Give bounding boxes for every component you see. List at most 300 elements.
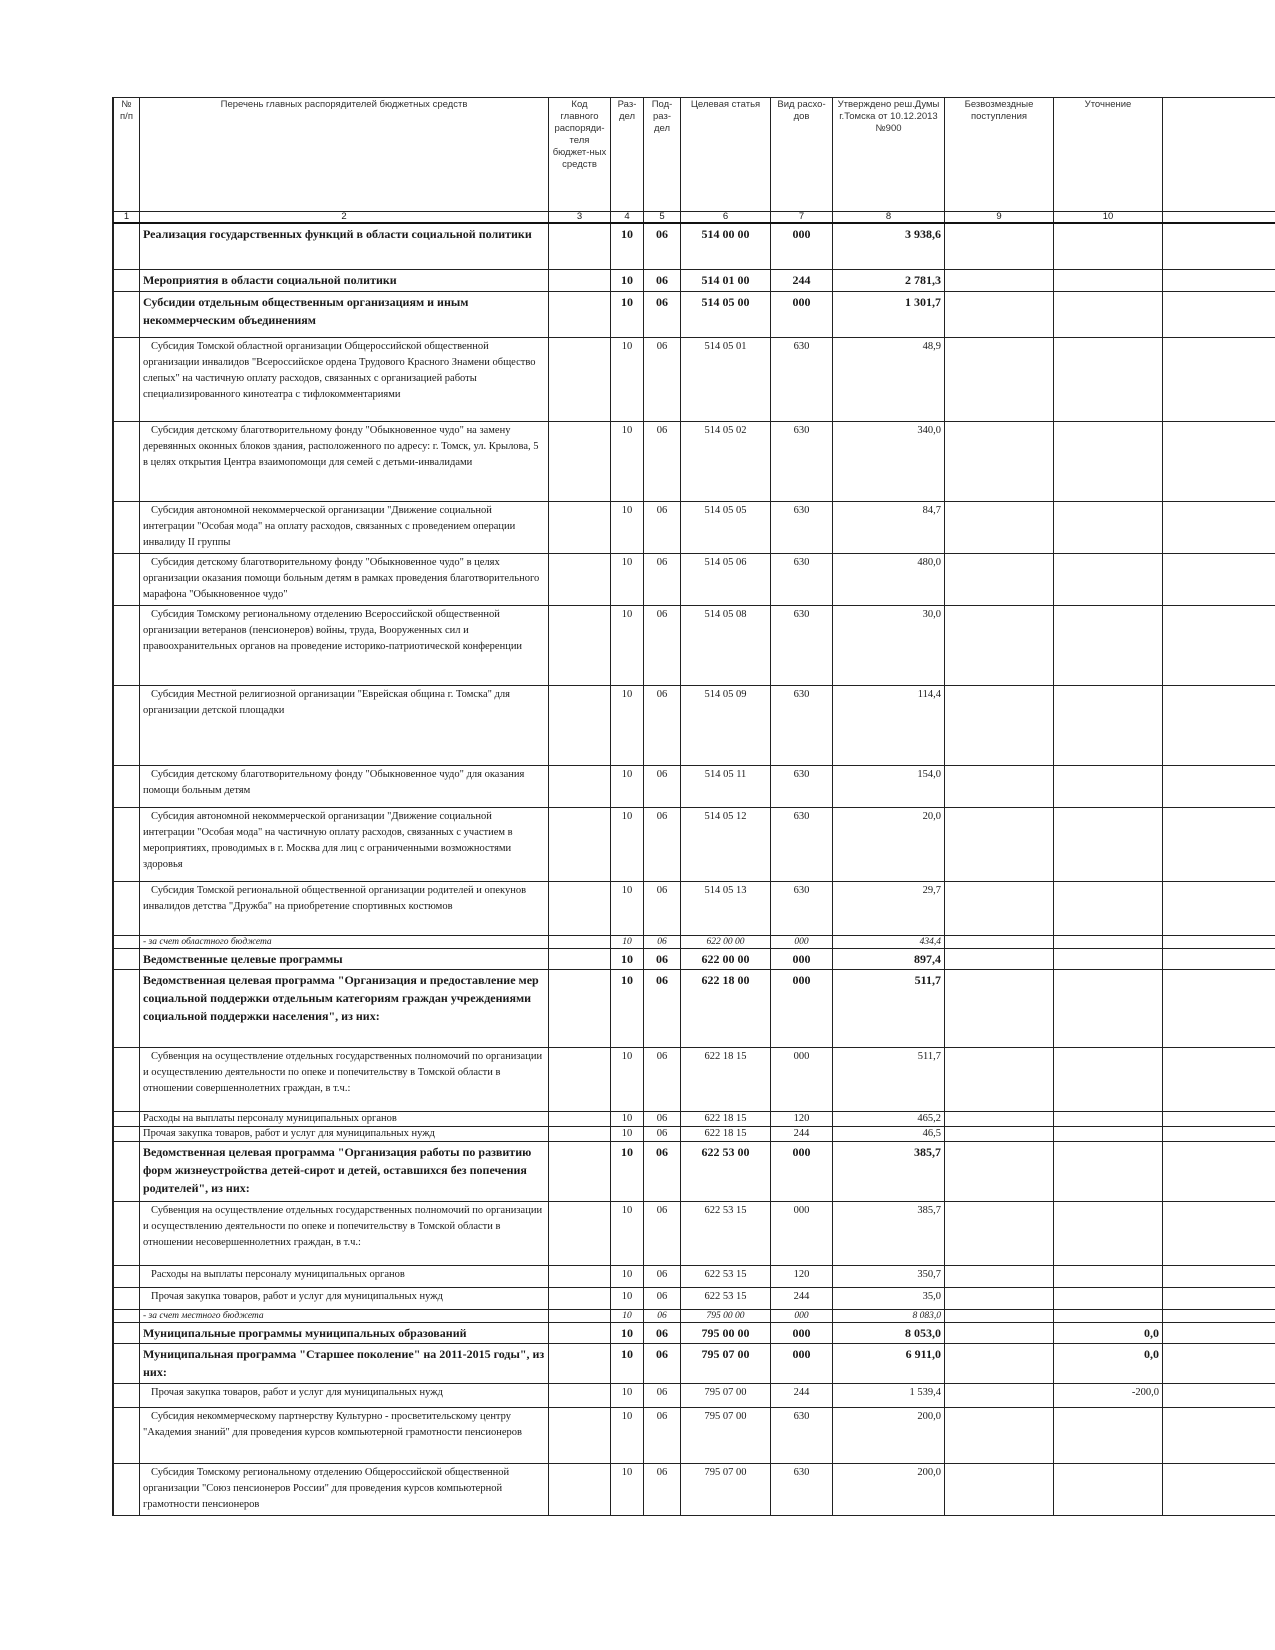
cell-extra [1163,1111,1275,1126]
table-row [114,1287,1275,1309]
cell-clar [1054,807,1163,881]
cell-approved: 20,0 [833,807,945,881]
row-number-cell [114,969,140,1047]
cell-razdel: 10 [611,1343,644,1383]
cell-extra [1163,1287,1275,1309]
budget-table [113,97,1275,1516]
cell-extra [1163,1141,1275,1201]
cell-cs: 795 00 00 [681,1309,771,1322]
row-number-cell [114,605,140,685]
cell-podrazdel: 06 [644,1322,681,1343]
cell-razdel: 10 [611,1047,644,1111]
cell-code [549,291,611,337]
header-grants: Безвозмездные поступления [945,98,1054,212]
cell-podrazdel: 06 [644,1111,681,1126]
cell-cs: 514 05 06 [681,553,771,605]
cell-vr: 630 [771,421,833,501]
cell-grant [945,1265,1054,1287]
cell-podrazdel: 06 [644,685,681,765]
table-row [114,1343,1275,1383]
row-number-cell [114,223,140,269]
cell-grant [945,501,1054,553]
header-row [114,98,1275,212]
cell-razdel: 10 [611,337,644,421]
cell-grant [945,1201,1054,1265]
cell-razdel: 10 [611,948,644,969]
table-row [114,1407,1275,1463]
cell-name: Ведомственная целевая программа "Организация работы по развитию форм жизнеустройства детей-сирот и детей, оставшихся без попечения родителей", из них: [140,1141,549,1201]
table-row [114,553,1275,605]
header-razdel: Раз-дел [611,98,644,212]
cell-cs: 622 00 00 [681,948,771,969]
cell-podrazdel: 06 [644,1265,681,1287]
cell-approved: 29,7 [833,881,945,935]
cell-approved: 465,2 [833,1111,945,1126]
cell-razdel: 10 [611,605,644,685]
cell-approved: 46,5 [833,1126,945,1141]
row-number-cell [114,337,140,421]
cell-clar [1054,1141,1163,1201]
cell-grant [945,553,1054,605]
cell-code [549,1111,611,1126]
cell-extra [1163,1383,1275,1407]
cell-razdel: 10 [611,223,644,269]
cell-cs: 795 07 00 [681,1407,771,1463]
cell-grant [945,685,1054,765]
cell-podrazdel: 06 [644,807,681,881]
cell-cs: 622 53 15 [681,1287,771,1309]
cell-grant [945,881,1054,935]
cell-name: - за счет областного бюджета [140,935,549,948]
budget-sheet [112,97,1275,1516]
cell-vr: 244 [771,1383,833,1407]
table-row [114,881,1275,935]
table-row [114,1322,1275,1343]
cell-podrazdel: 06 [644,881,681,935]
cell-clar [1054,1047,1163,1111]
cell-name: Субвенция на осуществление отдельных государственных полномочий по организации и осуществлению деятельности по опеке и попечительству в Томской области в отношении несовершеннолетних граждан, в т.ч.: [140,1201,549,1265]
cell-extra [1163,1407,1275,1463]
table-row [114,948,1275,969]
cell-razdel: 10 [611,1463,644,1515]
cell-vr: 630 [771,1463,833,1515]
cell-vr: 000 [771,223,833,269]
cell-code [549,337,611,421]
row-number-cell [114,501,140,553]
row-number-cell [114,1265,140,1287]
cell-clar [1054,1309,1163,1322]
cell-code [549,605,611,685]
cell-approved: 200,0 [833,1463,945,1515]
table-row [114,421,1275,501]
cell-clar [1054,1126,1163,1141]
cell-name: Муниципальные программы муниципальных образований [140,1322,549,1343]
table-row [114,685,1275,765]
cell-extra [1163,881,1275,935]
cell-cs: 514 05 12 [681,807,771,881]
cell-extra [1163,765,1275,807]
cell-podrazdel: 06 [644,1126,681,1141]
cell-vr: 120 [771,1265,833,1287]
cell-grant [945,337,1054,421]
cell-approved: 3 938,6 [833,223,945,269]
cell-razdel: 10 [611,969,644,1047]
cell-vr: 630 [771,605,833,685]
cell-vr: 630 [771,881,833,935]
cell-grant [945,765,1054,807]
cell-approved: 1 301,7 [833,291,945,337]
cell-grant [945,269,1054,291]
cell-code [549,935,611,948]
cell-clar [1054,605,1163,685]
col-number: 2 [140,212,549,224]
cell-extra [1163,1463,1275,1515]
cell-cs: 514 00 00 [681,223,771,269]
cell-vr: 244 [771,269,833,291]
header-clarification: Уточнение [1054,98,1163,212]
cell-extra [1163,291,1275,337]
cell-name: Прочая закупка товаров, работ и услуг для муниципальных нужд [140,1383,549,1407]
cell-vr: 000 [771,1141,833,1201]
cell-podrazdel: 06 [644,501,681,553]
cell-name: Субсидия детскому благотворительному фонду "Обыкновенное чудо" для оказания помощи больным детям [140,765,549,807]
cell-code [549,1383,611,1407]
cell-clar [1054,969,1163,1047]
table-row [114,1265,1275,1287]
cell-grant [945,948,1054,969]
cell-name: Субсидия Томской областной организации Общероссийской общественной организации инвалидов "Всероссийское ордена Трудового Красного Знамени общество слепых" на частичную оплату расходов, связанных с организацией работы специализированного кинотеатра с тифлокомментариями [140,337,549,421]
cell-name: Реализация государственных функций в области социальной политики [140,223,549,269]
cell-approved: 8 083,0 [833,1309,945,1322]
cell-razdel: 10 [611,685,644,765]
cell-code [549,421,611,501]
cell-razdel: 10 [611,1309,644,1322]
table-row [114,1463,1275,1515]
cell-cs: 622 53 00 [681,1141,771,1201]
cell-name: Субсидия автономной некоммерческой организации "Движение социальной интеграции "Особая мода" на оплату расходов, связанных с проведением операции инвалиду II группы [140,501,549,553]
cell-grant [945,1111,1054,1126]
row-number-cell [114,1309,140,1322]
cell-clar: 0,0 [1054,1322,1163,1343]
cell-vr: 630 [771,501,833,553]
cell-podrazdel: 06 [644,1201,681,1265]
cell-podrazdel: 06 [644,269,681,291]
cell-podrazdel: 06 [644,1343,681,1383]
cell-extra [1163,421,1275,501]
cell-extra [1163,553,1275,605]
cell-code [549,1407,611,1463]
cell-code [549,1287,611,1309]
col-number-extra [1163,212,1275,224]
cell-cs: 622 18 15 [681,1111,771,1126]
cell-name: Субвенция на осуществление отдельных государственных полномочий по организации и осуществлению деятельности по опеке и попечительству в Томской области в отношении совершеннолетних граждан, в т.ч.: [140,1047,549,1111]
cell-grant [945,1383,1054,1407]
cell-grant [945,421,1054,501]
cell-podrazdel: 06 [644,1407,681,1463]
cell-cs: 514 05 05 [681,501,771,553]
cell-razdel: 10 [611,1383,644,1407]
cell-name: Прочая закупка товаров, работ и услуг для муниципальных нужд [140,1126,549,1141]
row-number-cell [114,1407,140,1463]
cell-code [549,553,611,605]
column-number-row [114,212,1275,224]
cell-clar [1054,948,1163,969]
cell-code [549,223,611,269]
cell-extra [1163,269,1275,291]
table-row [114,1141,1275,1201]
cell-razdel: 10 [611,553,644,605]
cell-code [549,1265,611,1287]
cell-approved: 350,7 [833,1265,945,1287]
cell-extra [1163,223,1275,269]
cell-razdel: 10 [611,1322,644,1343]
col-number: 4 [611,212,644,224]
cell-approved: 8 053,0 [833,1322,945,1343]
row-number-cell [114,1383,140,1407]
row-number-cell [114,1126,140,1141]
cell-clar [1054,765,1163,807]
cell-razdel: 10 [611,1126,644,1141]
header-code: Код главного распоряди-теля бюджет-ных средств [549,98,611,212]
cell-cs: 514 01 00 [681,269,771,291]
cell-vr: 630 [771,685,833,765]
table-row [114,1111,1275,1126]
row-number-cell [114,1343,140,1383]
cell-vr: 000 [771,948,833,969]
cell-name: Расходы на выплаты персоналу муниципальных органов [140,1265,549,1287]
cell-vr: 630 [771,553,833,605]
cell-grant [945,1287,1054,1309]
cell-vr: 244 [771,1126,833,1141]
cell-code [549,1309,611,1322]
cell-vr: 000 [771,1343,833,1383]
cell-vr: 000 [771,1322,833,1343]
cell-approved: 154,0 [833,765,945,807]
cell-name: Субсидия автономной некоммерческой организации "Движение социальной интеграции "Особая мода" на частичную оплату расходов, связанных с участием в мероприятиях, проводимых в г. Москва для лиц с ограниченными возможностями здоровья [140,807,549,881]
cell-vr: 000 [771,969,833,1047]
cell-razdel: 10 [611,935,644,948]
header-name: Перечень главных распорядителей бюджетных средств [140,98,549,212]
cell-vr: 000 [771,1047,833,1111]
cell-clar [1054,223,1163,269]
row-number-cell [114,935,140,948]
cell-extra [1163,807,1275,881]
cell-name: Субсидия некоммерческому партнерству Культурно - просветительскому центру "Академия знаний" для проведения курсов компьютерной грамотности пенсионеров [140,1407,549,1463]
cell-grant [945,605,1054,685]
cell-podrazdel: 06 [644,223,681,269]
cell-approved: 385,7 [833,1201,945,1265]
row-number-cell [114,1463,140,1515]
cell-approved: 30,0 [833,605,945,685]
cell-cs: 514 05 09 [681,685,771,765]
cell-podrazdel: 06 [644,765,681,807]
cell-clar: -200,0 [1054,1383,1163,1407]
cell-name: - за счет местного бюджета [140,1309,549,1322]
cell-podrazdel: 06 [644,553,681,605]
cell-code [549,948,611,969]
header-target-article: Целевая статья [681,98,771,212]
cell-clar [1054,553,1163,605]
cell-clar [1054,1287,1163,1309]
table-row [114,269,1275,291]
cell-cs: 795 07 00 [681,1343,771,1383]
col-number: 1 [114,212,140,224]
cell-grant [945,969,1054,1047]
cell-extra [1163,685,1275,765]
cell-podrazdel: 06 [644,337,681,421]
cell-vr: 000 [771,1201,833,1265]
cell-vr: 630 [771,807,833,881]
cell-clar [1054,501,1163,553]
cell-clar [1054,1111,1163,1126]
table-row [114,807,1275,881]
cell-podrazdel: 06 [644,969,681,1047]
table-row [114,1201,1275,1265]
cell-clar [1054,881,1163,935]
cell-name: Субсидия Томскому региональному отделению Всероссийской общественной организации ветеранов (пенсионеров) войны, труда, Вооруженных сил и правоохранительных органов на проведение историко-патриотической конференции [140,605,549,685]
cell-code [549,685,611,765]
cell-grant [945,1309,1054,1322]
cell-vr: 630 [771,765,833,807]
col-number: 8 [833,212,945,224]
cell-code [549,269,611,291]
cell-code [549,881,611,935]
cell-podrazdel: 06 [644,605,681,685]
cell-approved: 897,4 [833,948,945,969]
cell-extra [1163,501,1275,553]
cell-approved: 2 781,3 [833,269,945,291]
cell-vr: 630 [771,337,833,421]
cell-cs: 622 18 00 [681,969,771,1047]
col-number: 6 [681,212,771,224]
cell-podrazdel: 06 [644,1141,681,1201]
cell-razdel: 10 [611,421,644,501]
cell-cs: 622 18 15 [681,1047,771,1111]
cell-podrazdel: 06 [644,1383,681,1407]
cell-vr: 000 [771,1309,833,1322]
row-number-cell [114,421,140,501]
row-number-cell [114,269,140,291]
row-number-cell [114,765,140,807]
col-number: 10 [1054,212,1163,224]
cell-extra [1163,1343,1275,1383]
row-number-cell [114,685,140,765]
cell-razdel: 10 [611,1407,644,1463]
cell-grant [945,1141,1054,1201]
cell-grant [945,1343,1054,1383]
cell-razdel: 10 [611,269,644,291]
cell-extra [1163,948,1275,969]
cell-code [549,1463,611,1515]
cell-podrazdel: 06 [644,1463,681,1515]
cell-grant [945,1407,1054,1463]
header-extra [1163,98,1275,212]
table-row [114,1309,1275,1322]
row-number-cell [114,1322,140,1343]
cell-code [549,765,611,807]
cell-cs: 514 05 13 [681,881,771,935]
cell-extra [1163,935,1275,948]
cell-clar [1054,1463,1163,1515]
row-number-cell [114,1111,140,1126]
cell-cs: 514 05 00 [681,291,771,337]
cell-code [549,1126,611,1141]
cell-podrazdel: 06 [644,1309,681,1322]
cell-vr: 000 [771,935,833,948]
row-number-cell [114,948,140,969]
cell-grant [945,935,1054,948]
cell-name: Субсидия детскому благотворительному фонду "Обыкновенное чудо" на замену деревянных оконных блоков здания, расположенного по адресу: г. Томск, ул. Крылова, 5 в целях открытия Центра взаимопомощи для семей с детьми-инвалидами [140,421,549,501]
header-num: № п/п [114,98,140,212]
table-row [114,765,1275,807]
cell-code [549,969,611,1047]
cell-approved: 1 539,4 [833,1383,945,1407]
row-number-cell [114,881,140,935]
cell-clar [1054,1201,1163,1265]
cell-vr: 000 [771,291,833,337]
cell-approved: 340,0 [833,421,945,501]
table-body [114,223,1275,1515]
cell-grant [945,807,1054,881]
cell-code [549,1322,611,1343]
cell-razdel: 10 [611,1201,644,1265]
table-row [114,291,1275,337]
cell-name: Муниципальная программа "Старшее поколение" на 2011-2015 годы", из них: [140,1343,549,1383]
cell-grant [945,291,1054,337]
cell-razdel: 10 [611,881,644,935]
cell-extra [1163,1126,1275,1141]
table-row [114,1047,1275,1111]
cell-code [549,1201,611,1265]
cell-extra [1163,969,1275,1047]
cell-extra [1163,605,1275,685]
cell-name: Субсидия Томской региональной общественной организации родителей и опекунов инвалидов детства "Дружба" на приобретение спортивных костюмов [140,881,549,935]
row-number-cell [114,291,140,337]
cell-name: Прочая закупка товаров, работ и услуг для муниципальных нужд [140,1287,549,1309]
header-podrazdel: Под-раз-дел [644,98,681,212]
row-number-cell [114,1047,140,1111]
cell-razdel: 10 [611,291,644,337]
cell-approved: 511,7 [833,1047,945,1111]
cell-cs: 795 07 00 [681,1383,771,1407]
cell-clar [1054,685,1163,765]
cell-clar: 0,0 [1054,1343,1163,1383]
cell-extra [1163,337,1275,421]
cell-approved: 35,0 [833,1287,945,1309]
cell-name: Расходы на выплаты персоналу муниципальных органов [140,1111,549,1126]
col-number: 9 [945,212,1054,224]
cell-razdel: 10 [611,1111,644,1126]
cell-code [549,807,611,881]
cell-grant [945,1047,1054,1111]
cell-clar [1054,1265,1163,1287]
cell-cs: 622 18 15 [681,1126,771,1141]
cell-razdel: 10 [611,501,644,553]
cell-vr: 244 [771,1287,833,1309]
cell-extra [1163,1322,1275,1343]
cell-name: Субсидия детскому благотворительному фонду "Обыкновенное чудо" в целях организации оказания помощи больным детям в рамках проведения благотворительного марафона "Обыкновенное чудо" [140,553,549,605]
cell-cs: 622 00 00 [681,935,771,948]
cell-name: Ведомственная целевая программа "Организация и предоставление мер социальной поддержки отдельным категориям граждан учреждениями социальной поддержки населения", из них: [140,969,549,1047]
cell-cs: 622 53 15 [681,1201,771,1265]
cell-clar [1054,291,1163,337]
cell-podrazdel: 06 [644,1287,681,1309]
cell-cs: 795 00 00 [681,1322,771,1343]
cell-razdel: 10 [611,1265,644,1287]
cell-approved: 480,0 [833,553,945,605]
row-number-cell [114,1201,140,1265]
cell-approved: 48,9 [833,337,945,421]
